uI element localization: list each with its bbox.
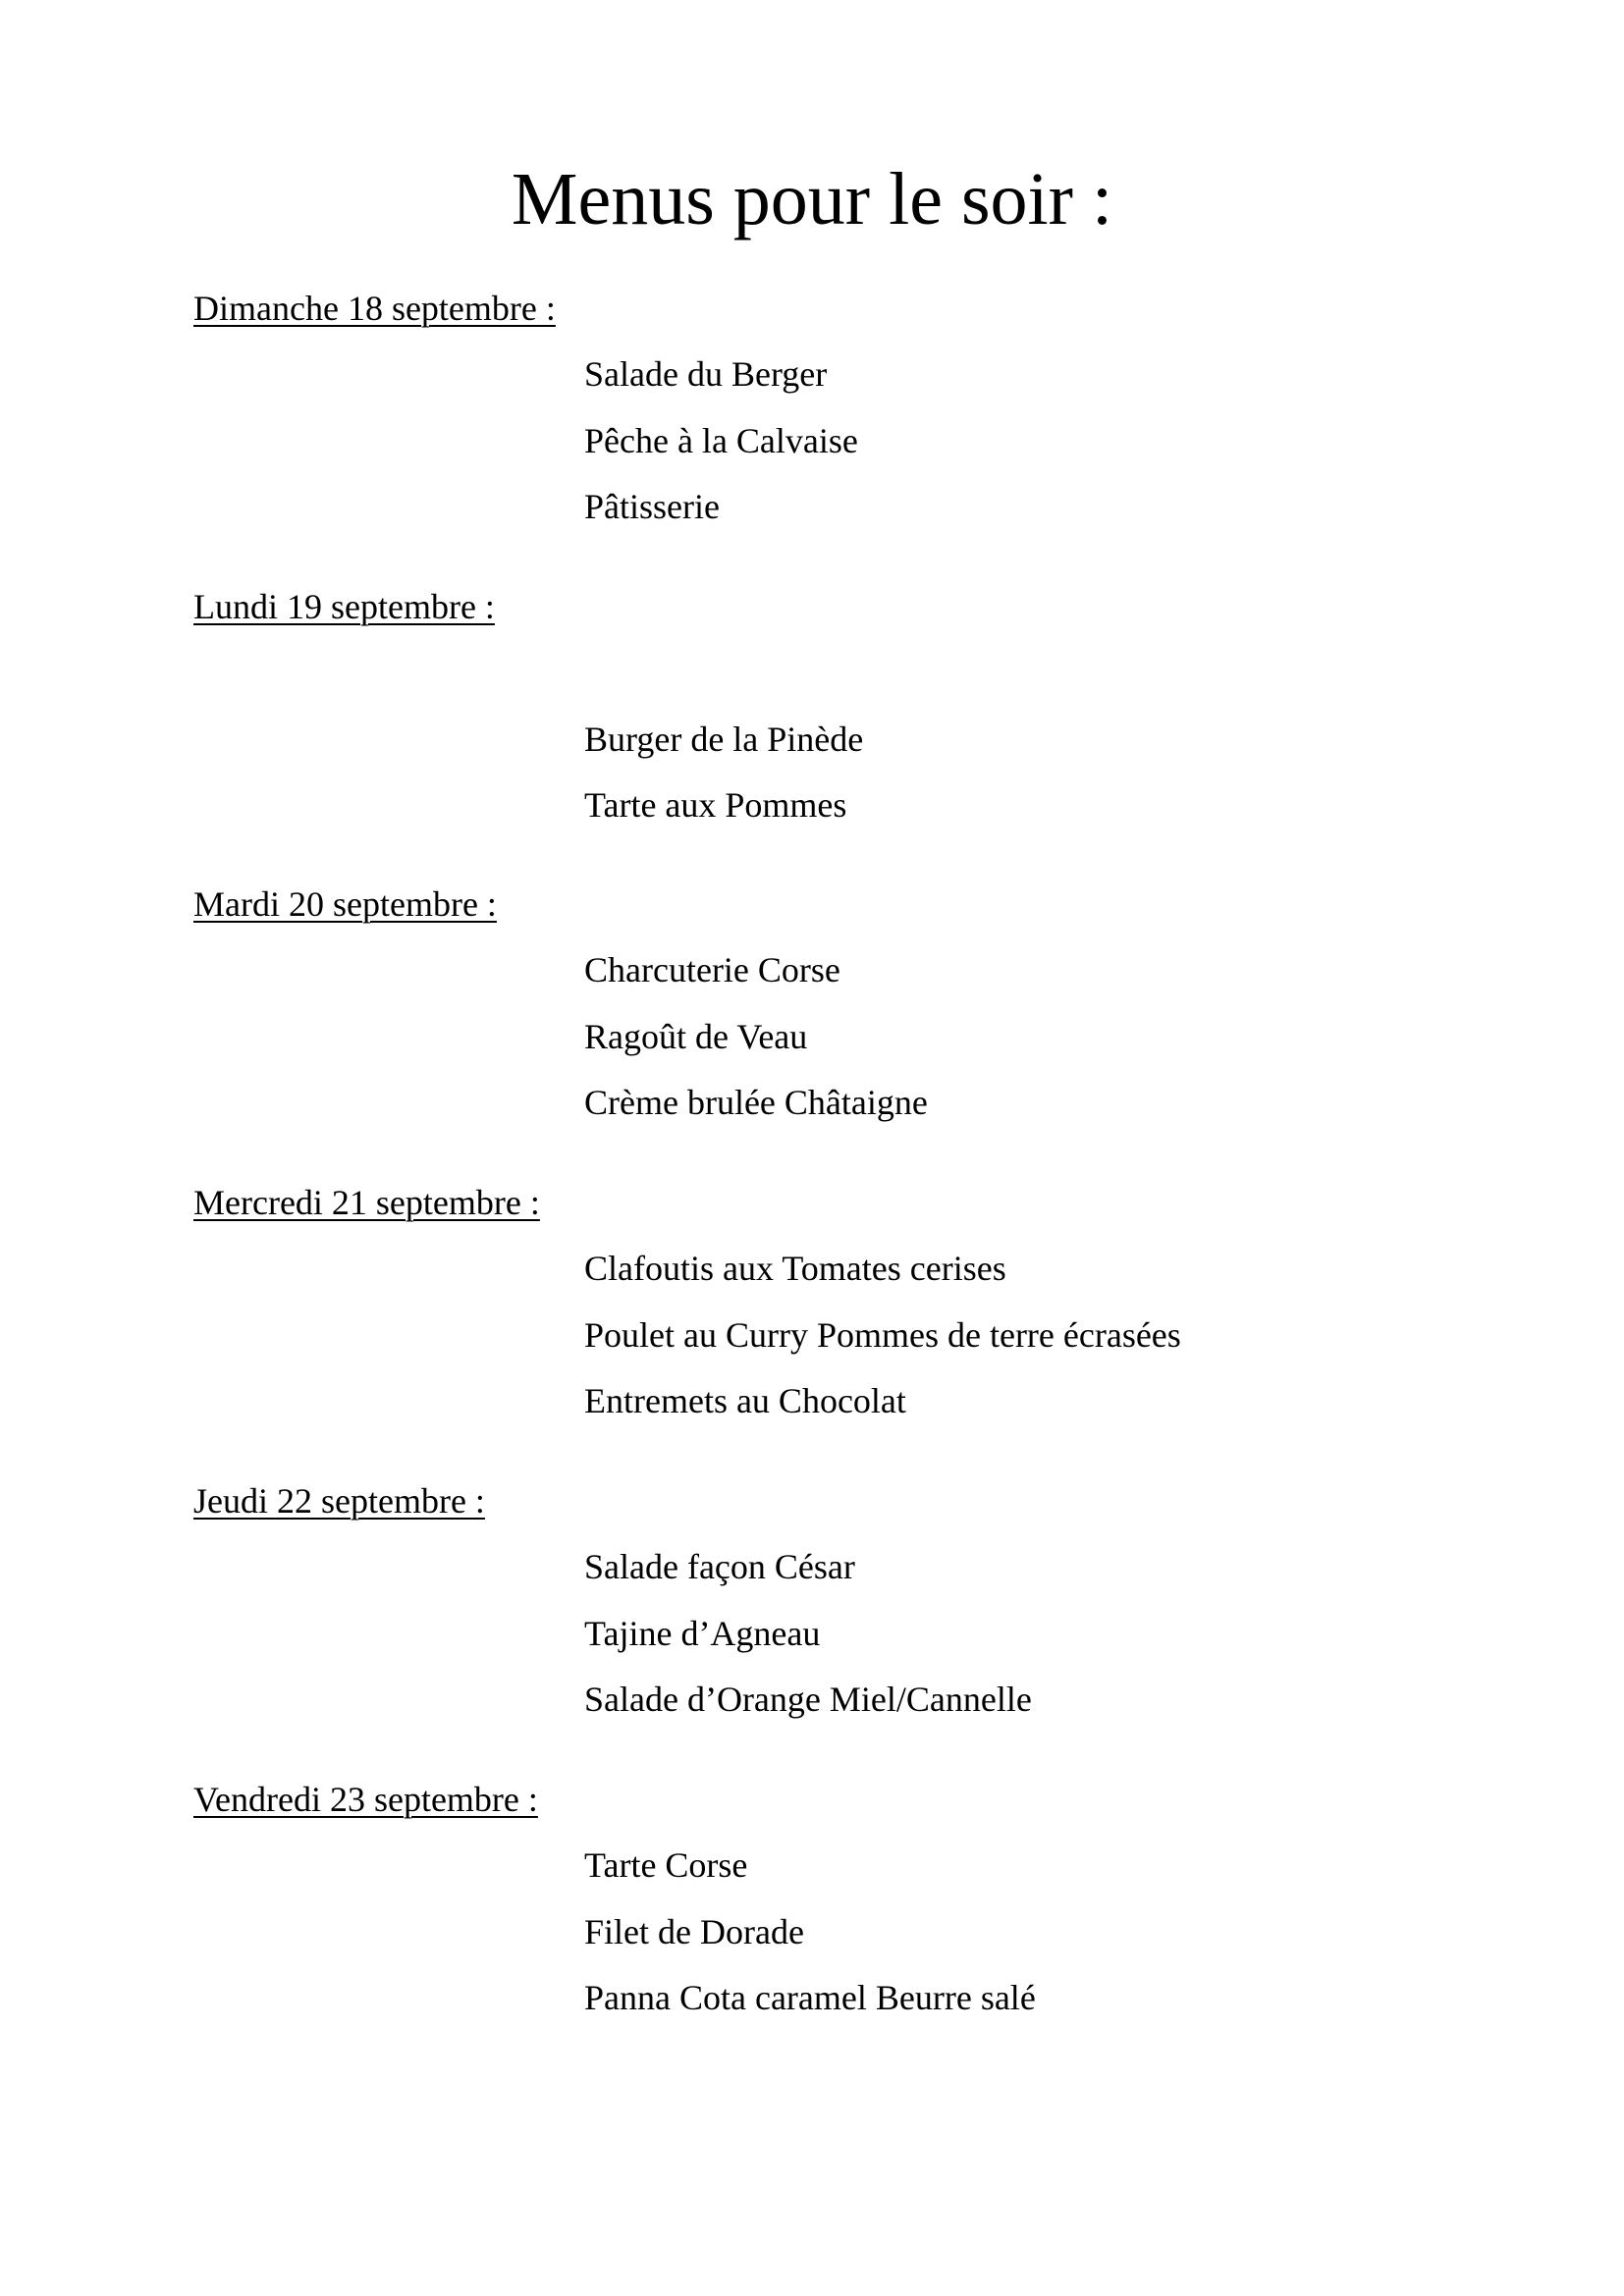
dish-item: Tajine d’Agneau bbox=[584, 1614, 821, 1653]
dish-item: Entremets au Chocolat bbox=[584, 1381, 906, 1420]
dish-item: Poulet au Curry Pommes de terre écrasées bbox=[584, 1315, 1181, 1355]
day-heading-vendredi: Vendredi 23 septembre : bbox=[193, 1780, 538, 1819]
dish-item: Charcuterie Corse bbox=[584, 950, 840, 989]
day-heading-lundi: Lundi 19 septembre : bbox=[193, 587, 495, 626]
dish-item: Pâtisserie bbox=[584, 487, 720, 526]
dish-item: Pêche à la Calvaise bbox=[584, 421, 858, 460]
dish-item: Tarte aux Pommes bbox=[584, 785, 847, 825]
page-title: Menus pour le soir : bbox=[511, 158, 1113, 240]
dish-item: Panna Cota caramel Beurre salé bbox=[584, 1978, 1036, 2017]
dish-item: Burger de la Pinède bbox=[584, 720, 864, 759]
day-heading-jeudi: Jeudi 22 septembre : bbox=[193, 1481, 485, 1521]
day-heading-mardi: Mardi 20 septembre : bbox=[193, 884, 497, 924]
dish-item: Crème brulée Châtaigne bbox=[584, 1083, 928, 1122]
day-heading-mercredi: Mercredi 21 septembre : bbox=[193, 1183, 540, 1222]
dish-item: Ragoût de Veau bbox=[584, 1017, 808, 1056]
dish-item: Salade façon César bbox=[584, 1547, 855, 1586]
dish-item: Salade du Berger bbox=[584, 354, 828, 394]
dish-item: Clafoutis aux Tomates cerises bbox=[584, 1249, 1006, 1288]
dish-item: Filet de Dorade bbox=[584, 1912, 804, 1951]
dish-item: Salade d’Orange Miel/Cannelle bbox=[584, 1680, 1032, 1719]
day-heading-dimanche: Dimanche 18 septembre : bbox=[193, 289, 556, 328]
dish-item: Tarte Corse bbox=[584, 1845, 748, 1885]
